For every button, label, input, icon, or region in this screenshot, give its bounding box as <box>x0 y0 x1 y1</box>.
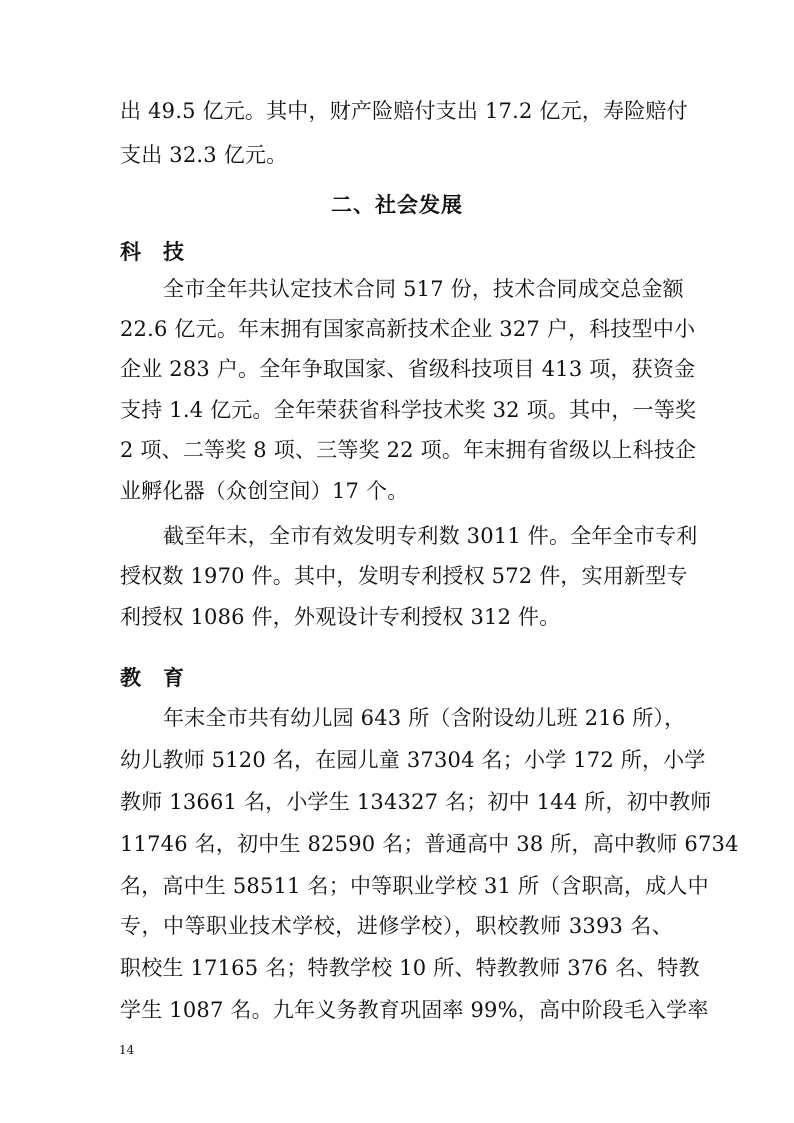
science-p1-line-5: 2 项、二等奖 8 项、三等奖 22 项。年末拥有省级以上科技企 <box>120 438 697 462</box>
continuation-line-1: 出 49.5 亿元。其中，财产险赔付支出 17.2 亿元，寿险赔付 <box>120 99 688 123</box>
education-p1-line-8: 学生 1087 名。九年义务教育巩固率 99%，高中阶段毛入学率 <box>120 998 709 1022</box>
science-p1-line-6: 业孵化器（众创空间）17 个。 <box>120 479 409 503</box>
science-p1-line-1: 全市全年共认定技术合同 517 份，技术合同成交总金额 <box>163 277 684 301</box>
science-p1-line-2: 22.6 亿元。年末拥有国家高新技术企业 327 户，科技型中小 <box>120 317 696 341</box>
science-p2-line-3: 利授权 1086 件，外观设计专利授权 312 件。 <box>120 605 561 629</box>
page-number: 14 <box>119 1043 135 1057</box>
education-heading: 教育 <box>120 665 206 690</box>
science-p2-line-1: 截至年末，全市有效发明专利数 3011 件。全年全市专利 <box>163 524 698 548</box>
education-p1-line-6: 专，中等职业技术学校，进修学校），职校教师 3393 名、 <box>120 914 673 938</box>
science-p2-line-2: 授权数 1970 件。其中，发明专利授权 572 件，实用新型专 <box>120 564 688 588</box>
education-p1-line-4: 11746 名，初中生 82590 名；普通高中 38 所，高中教师 6734 <box>120 832 739 856</box>
education-p1-line-1: 年末全市共有幼儿园 643 所（含附设幼儿班 216 所）， <box>163 706 686 730</box>
education-p1-line-5: 名，高中生 58511 名；中等职业学校 31 所（含职高，成人中 <box>120 874 709 898</box>
education-p1-line-3: 教师 13661 名，小学生 134327 名；初中 144 所，初中教师 <box>120 790 712 814</box>
education-p1-line-7: 职校生 17165 名；特教学校 10 所、特教教师 376 名、特教 <box>120 956 700 980</box>
science-heading: 科技 <box>120 239 206 264</box>
science-p1-line-4: 支持 1.4 亿元。全年荣获省科学技术奖 32 项。其中，一等奖 <box>120 398 697 422</box>
continuation-line-2: 支出 32.3 亿元。 <box>120 143 288 167</box>
education-p1-line-2: 幼儿教师 5120 名，在园儿童 37304 名；小学 172 所，小学 <box>120 748 706 772</box>
section-heading: 二、社会发展 <box>331 192 463 217</box>
science-p1-line-3: 企业 283 户。全年争取国家、省级科技项目 413 项，获资金 <box>120 357 696 381</box>
